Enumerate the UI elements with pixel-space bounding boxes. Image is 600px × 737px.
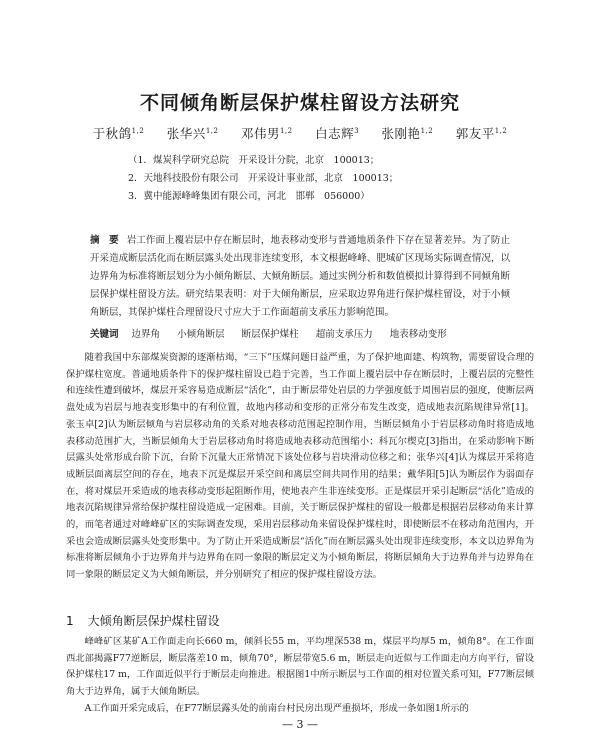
keyword: 超前支承压力 xyxy=(315,329,373,340)
affiliation-list xyxy=(128,152,398,206)
author: 郭友平$^{1,2}$ xyxy=(455,126,508,141)
abstract-text: 岩工作面上覆岩层中存在断层时，地表移动变形与普通地质条件下存在显著差异。为了防止开采造成断层活化而在断层露头处出现非连续变形，本文根据峰峰、肥城矿区现场实际调查情况，以边界角为标准将断层划分为小倾角断层、大倾角断层。通过实例分析和数值模拟计算得到不同倾角断层保护煤柱留设方法。研究结果表明：对于大倾角断层，应采取边界角进行保护煤柱留设，对于小倾角断层，其保护煤柱合理留设尺寸应大于工作面超前支承压力影响范围。 xyxy=(90,235,510,318)
affiliation: 3．冀中能源峰峰集团有限公司，河北 邯郸 056000） xyxy=(128,191,370,202)
keyword: 地表移动变形 xyxy=(389,329,447,340)
intro-paragraph: 随着我国中东部煤炭资源的逐渐枯竭，“三下”压煤问题日益严重，为了保护地面建、构筑物，需要留设合理的保护煤柱宽度。普通地质条件下的保护煤柱留设已趋于完善，当工作面上覆岩层中存在断层时，上覆岩层的完整性和连续性遭到破坏，煤层开采容易造成断层“活化”，由于断层带处岩层的力学强度低于周围岩层的强度，使断层两盘处成为岩层与地表变形集中的有利位置，故地内移动和变形的正常分布发生改变，造成地表沉陷规律异常[1]。张玉卓[2]认为断层倾角与岩层移动角的关系对地表移动范围起控制作用，当断层倾角小于岩层移动角时将造成地表移动范围扩大，当断层倾角大于岩层移动角时将造成地表移动范围缩小；科瓦尔楔克[3]指出，在采动影响下断层露头处常形成台阶下沉，台阶下沉量大正常情况下该处位移与岩块滑动位移之和；张华兴[4]认为煤层开采将造成断层面离层空间的存在，地表下沉是煤层开采空间和离层空间共同作用的结果；戴华阳[5]认为断层作为弱面存在，将对煤层开采造成的地表移动变形起阻断作用，使地表产生非连续变形。正是煤层开采引起断层“活化”造成的地表沉陷规律异常给保护煤柱留设造成一定困难。目前，关于断层保护煤柱的留设一般都是根据岩层移动角来计算的，而笔者通过对峰峰矿区的实际调查发现，采用岩层移动角来留设保护煤柱时，即使断层不在移动角范围内，开采也会造成断层露头处变形集中。为了防止开采造成断层“活化”而在断层露头处出现非连续变形，本文以边界角为标准将断层倾角小于边界角并与边界角在同一象限的断层定义为小倾角断层，将断层倾角大于边界角并与边界角在同一象限的断层定义为大倾角断层，并分别研究了相应的保护煤柱留设方法。 xyxy=(66,352,534,581)
abstract xyxy=(90,232,510,322)
author: 张华兴$^{1,2}$ xyxy=(166,126,219,141)
section-title: 大倾角断层保护煤柱留设 xyxy=(87,614,220,628)
keyword: 边界角 xyxy=(131,329,161,340)
section-heading xyxy=(66,612,220,629)
keywords xyxy=(90,326,510,344)
keywords-label: 关键词 xyxy=(90,329,119,340)
paragraph: A工作面开采完成后，在F77断层露头处的前南台村民房出现严重损坏，形成一条如图1所示的 xyxy=(84,702,469,714)
paper-title: 不同倾角断层保护煤柱留设方法研究 xyxy=(139,92,460,114)
paragraph: 峰峰矿区某矿A工作面走向长660 m，倾斜长55 m，平均埋深538 m，煤层平均厚5 m，倾角8°。在工作面西北部揭露F77逆断层，断层落差10 m，倾角70°，断层带宽5.6 m，断层走向近似与工作面走向方向平行，留设保护煤柱17 m，工作面近似平行于断层走向推进。根据图1中所示断层与工作面的相对位置关系可知，F77断层倾角大于边界角，属于大倾角断层。 xyxy=(66,636,534,698)
author-list xyxy=(0,124,600,142)
keyword: 小倾角断层 xyxy=(177,329,225,340)
author: 白志辉$^3$ xyxy=(315,126,360,141)
affiliation: 2．天地科技股份有限公司 开采设计事业部，北京 100013； xyxy=(128,173,399,184)
author: 于秋鸽$^{1,2}$ xyxy=(92,126,145,141)
affiliation: （1．煤炭科学研究总院 开采设计分院，北京 100013； xyxy=(128,155,380,166)
abstract-label: 摘 要 xyxy=(90,235,119,246)
section-number: 1 xyxy=(66,614,74,628)
keyword: 断层保护煤柱 xyxy=(241,329,299,340)
author: 张刚艳$^{1,2}$ xyxy=(381,126,434,141)
author: 邓伟男$^{1,2}$ xyxy=(240,126,293,141)
section-body xyxy=(66,634,534,718)
page-number: — 3 — xyxy=(282,718,318,731)
